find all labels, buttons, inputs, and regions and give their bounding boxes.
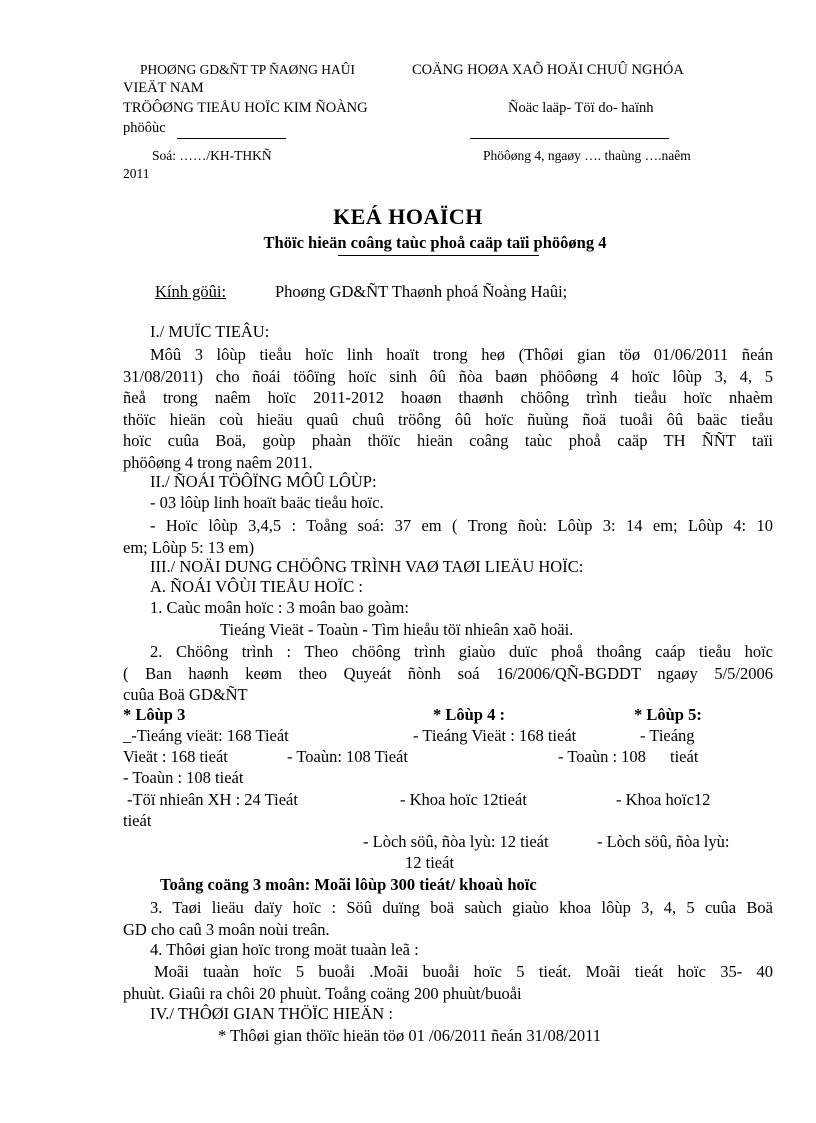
grade-5-history-geography-unit: 12 tieát [405, 853, 455, 872]
section-1-heading: I./ MUÏC TIEÂU: [150, 322, 270, 341]
grade-4-history-geography: - Lòch söû, ñòa lyù: 12 tieát [363, 832, 549, 851]
section-2-line: em; Lôùp 5: 13 em) [123, 537, 255, 557]
grade-3-math: - Toaùn: 108 Tieát [287, 747, 408, 766]
section-3-sub-a: A. ÑOÁI VÔÙI TIEÅU HOÏC : [150, 577, 363, 596]
grade-3-vietnamese: _-Tieáng vieät: 168 Tieát [123, 726, 289, 745]
section-1-line: thöïc hieän coù hieäu quaû chuû tröông ôû hoïc ñuùng ñoä tuoåi ôû baäc tieåu [123, 409, 773, 429]
school-name: TRÖÔØNG TIEÅU HOÏC KIM ÑOÀNG [123, 100, 368, 116]
agency-name: PHOØNG GD&ÑT TP ÑAØNG HAÛI [140, 62, 356, 77]
weekly-schedule-line: Moãi tuaàn hoïc 5 buoåi .Moãi buoåi hoïc 5 tieát. Moãi tieát hoïc 35- 40 [154, 962, 773, 981]
section-1-paragraph [123, 344, 773, 473]
section-2-classes: - 03 lôùp linh hoaït baäc tieåu hoïc. [150, 493, 384, 512]
weekly-schedule-paragraph [123, 961, 773, 1004]
section-4-heading: IV./ THÔØI GIAN THÖÏC HIEÄN : [150, 1004, 393, 1023]
section-1-line: Môû 3 lôùp tieåu hoïc linh hoaït trong heø (Thôøi gian töø 01/06/2011 ñeán [150, 345, 773, 364]
national-title-continued: VIEÄT NAM [123, 80, 204, 96]
section-1-line: ñeå trong naêm hoïc 2011-2012 hoaøn thaønh chöông trình tieåu hoïc nhaèm [123, 388, 773, 407]
section-2-line: - Hoïc lôùp 3,4,5 : Toång soá: 37 em ( Trong ñoù: Lôùp 3: 14 em; Lôùp 4: 10 [150, 516, 773, 535]
grade-5-vietnamese: - Tieáng [640, 726, 695, 745]
school-underline [177, 138, 286, 139]
grade-4-math-unit: tieát [670, 747, 699, 766]
materials-line: 3. Taøi lieäu daïy hoïc : Söû duïng boä saùch giaùo khoa lôùp 3, 4, 5 cuûa Boä [150, 898, 773, 917]
program-line: 2. Chöông trình : Theo chöông trình giaùo duïc phoå thoâng caáp tieåu hoïc [150, 642, 773, 661]
grade-5-vietnamese-continued: Vieät : 168 tieát [123, 747, 228, 766]
grade-5-science-unit: tieát [123, 811, 152, 830]
document-title: KEÁ HOAÏCH [333, 204, 483, 229]
section-2-paragraph [123, 515, 773, 558]
grade-5-math: - Toaùn : 108 tieát [123, 768, 244, 787]
program-paragraph [123, 641, 773, 706]
subjects-list: Tieáng Vieät - Toaùn - Tìm hieåu töï nhieân xaõ hoäi. [220, 620, 574, 639]
total-periods: Toång coäng 3 moân: Moãi lôùp 300 tieát/ khoaù hoïc [160, 875, 537, 894]
program-line: cuûa Boä GD&ÑT [123, 685, 248, 704]
implementation-period: * Thôøi gian thöïc hieän töø 01 /06/2011 ñeán 31/08/2011 [218, 1026, 601, 1045]
place-date: Phöôøng 4, ngaøy …. thaùng ….naêm [483, 148, 691, 163]
grade-3-heading: * Lôùp 3 [123, 705, 186, 724]
national-title: COÄNG HOØA XAÕ HOÄI CHUÛ NGHÓA [412, 62, 684, 78]
section-1-line: hoïc cuûa Boä, goùp phaàn thöïc hieän coâng taùc phoå caäp TH ÑÑT taïi [123, 431, 773, 450]
program-line: ( Ban haønh keøm theo Quyeát ñònh soá 16/2006/QÑ-BGDDT ngaøy 5/5/2006 [123, 663, 773, 683]
materials-paragraph [123, 897, 773, 940]
section-2-heading: II./ ÑOÁI TÖÔÏNG MÔÛ LÔÙP: [150, 472, 377, 491]
weekly-schedule-item: 4. Thôøi gian hoïc trong moät tuaàn leã : [150, 940, 419, 959]
subtitle-underline [338, 255, 539, 256]
section-1-line: 31/08/2011) cho ñoái töôïng hoïc sinh ôû ñòa baøn phöôøng 4 hoïc lôùp 3, 4, 5 [123, 366, 773, 386]
national-motto-continued: phöôùc [123, 120, 166, 136]
subjects-item: 1. Caùc moân hoïc : 3 moân bao goàm: [150, 598, 409, 617]
grade-5-heading: * Lôùp 5: [634, 705, 702, 724]
motto-underline [470, 138, 669, 139]
national-motto: Ñoäc laäp- Töï do- haïnh [508, 100, 654, 116]
grade-5-science: - Khoa hoïc12 [616, 790, 711, 809]
recipient-value: Phoøng GD&ÑT Thaønh phoá Ñoàng Haûi; [275, 282, 568, 301]
grade-4-math: - Toaùn : 108 [558, 747, 646, 766]
grade-4-science: - Khoa hoïc 12tieát [400, 790, 527, 809]
weekly-schedule-line: phuùt. Giaûi ra chôi 20 phuùt. Toång coäng 200 phuùt/buoåi [123, 983, 522, 1003]
section-3-heading: III./ NOÄI DUNG CHÖÔNG TRÌNH VAØ TAØI LIEÄU HOÏC: [150, 557, 584, 576]
grade-3-nature-society: -Töï nhieân XH : 24 Tieát [127, 790, 298, 809]
document-number: Soá: ……/KH-THKÑ [152, 148, 272, 163]
section-1-line: phöôøng 4 trong naêm 2011. [123, 452, 313, 472]
grade-5-history-geography: - Lòch söû, ñòa lyù: [597, 832, 730, 851]
document-year: 2011 [123, 166, 150, 181]
materials-line: GD cho caû 3 moân noùi treân. [123, 919, 330, 939]
recipient-label: Kính göûi: [155, 282, 227, 301]
grade-4-heading: * Lôùp 4 : [433, 705, 505, 724]
document-subtitle: Thöïc hieän coâng taùc phoå caäp taïi phöôøng 4 [263, 233, 607, 252]
grade-4-vietnamese: - Tieáng Vieät : 168 tieát [413, 726, 577, 745]
